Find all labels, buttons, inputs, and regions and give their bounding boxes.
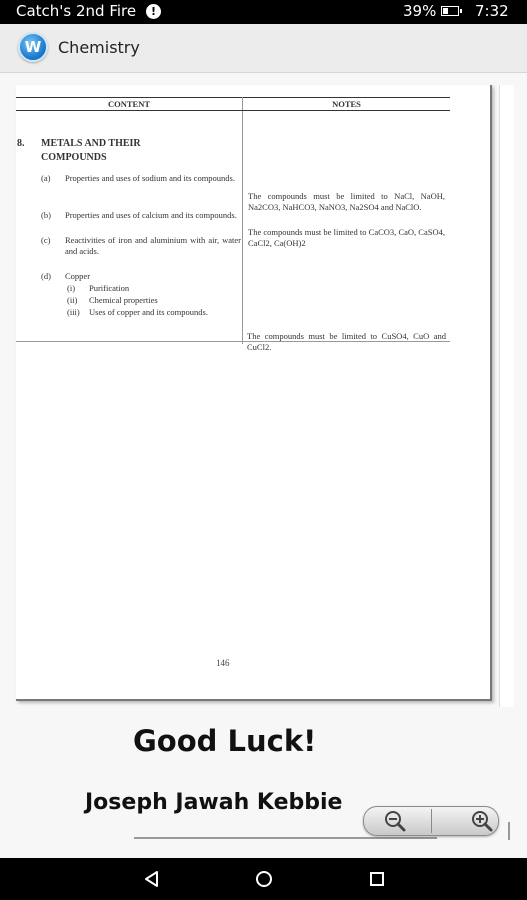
home-button[interactable] xyxy=(254,869,274,889)
back-button[interactable] xyxy=(142,869,162,889)
topic-number: 8. xyxy=(17,138,25,149)
content-header: CONTENT xyxy=(16,98,243,111)
recents-square-icon xyxy=(367,869,387,889)
zoom-out-icon xyxy=(364,807,431,835)
scroll-indicator xyxy=(508,822,510,840)
content-item: (c) Reactivities of iron and aluminium with air, water and acids. xyxy=(41,235,241,256)
info-circle-icon: ! xyxy=(146,4,161,19)
document-viewer[interactable] xyxy=(0,73,527,858)
home-circle-icon xyxy=(254,869,274,889)
content-subitem: (i) Purification xyxy=(67,283,130,293)
note-text: The compounds must be limited to NaCl, NaOH, Na2CO3, NaHCO3, NaNO3, Na2SO4 and NaClO. xyxy=(248,191,445,212)
topic-heading xyxy=(17,137,241,165)
app-logo-icon[interactable]: W xyxy=(18,32,48,62)
recents-button[interactable] xyxy=(367,869,387,889)
carrier-name: Catch's 2nd Fire xyxy=(16,2,137,20)
content-item-copper: (d) Copper xyxy=(41,271,91,281)
app-bar xyxy=(0,24,527,73)
zoom-in-icon xyxy=(432,807,499,835)
syllabus-table xyxy=(16,97,450,352)
battery-percent: 39% xyxy=(403,2,437,20)
page-edge xyxy=(499,85,514,707)
good-luck-text: Good Luck! xyxy=(133,724,317,758)
content-subitem: (iii) Uses of copper and its compounds. xyxy=(67,307,208,317)
author-name: Joseph Jawah Kebbie xyxy=(85,790,343,815)
navigation-bar xyxy=(0,858,527,900)
topic-name: METALS AND THEIR COMPOUNDS xyxy=(41,138,141,163)
battery-icon xyxy=(441,6,459,16)
app-title: Chemistry xyxy=(58,38,140,57)
page-number: 146 xyxy=(216,658,230,668)
zoom-controls xyxy=(363,806,499,836)
content-item: (a) Properties and uses of sodium and its compounds. xyxy=(41,173,235,183)
zoom-in-button[interactable] xyxy=(432,807,499,835)
notes-header: NOTES xyxy=(243,98,451,111)
status-bar xyxy=(0,0,527,24)
content-subitem: (ii) Chemical properties xyxy=(67,295,158,305)
note-text: The compounds must be limited to CaCO3, CaO, CaSO4, CaCl2, Ca(OH)2 xyxy=(248,227,445,248)
divider xyxy=(134,837,437,839)
content-item: (b) Properties and uses of calcium and its compounds. xyxy=(41,210,237,220)
zoom-out-button[interactable] xyxy=(364,807,431,835)
clock: 7:32 xyxy=(475,2,509,20)
note-text: The compounds must be limited to CuSO4, CuO and CuCl2. xyxy=(247,331,446,352)
document-page xyxy=(16,85,492,701)
back-triangle-icon xyxy=(142,869,162,889)
